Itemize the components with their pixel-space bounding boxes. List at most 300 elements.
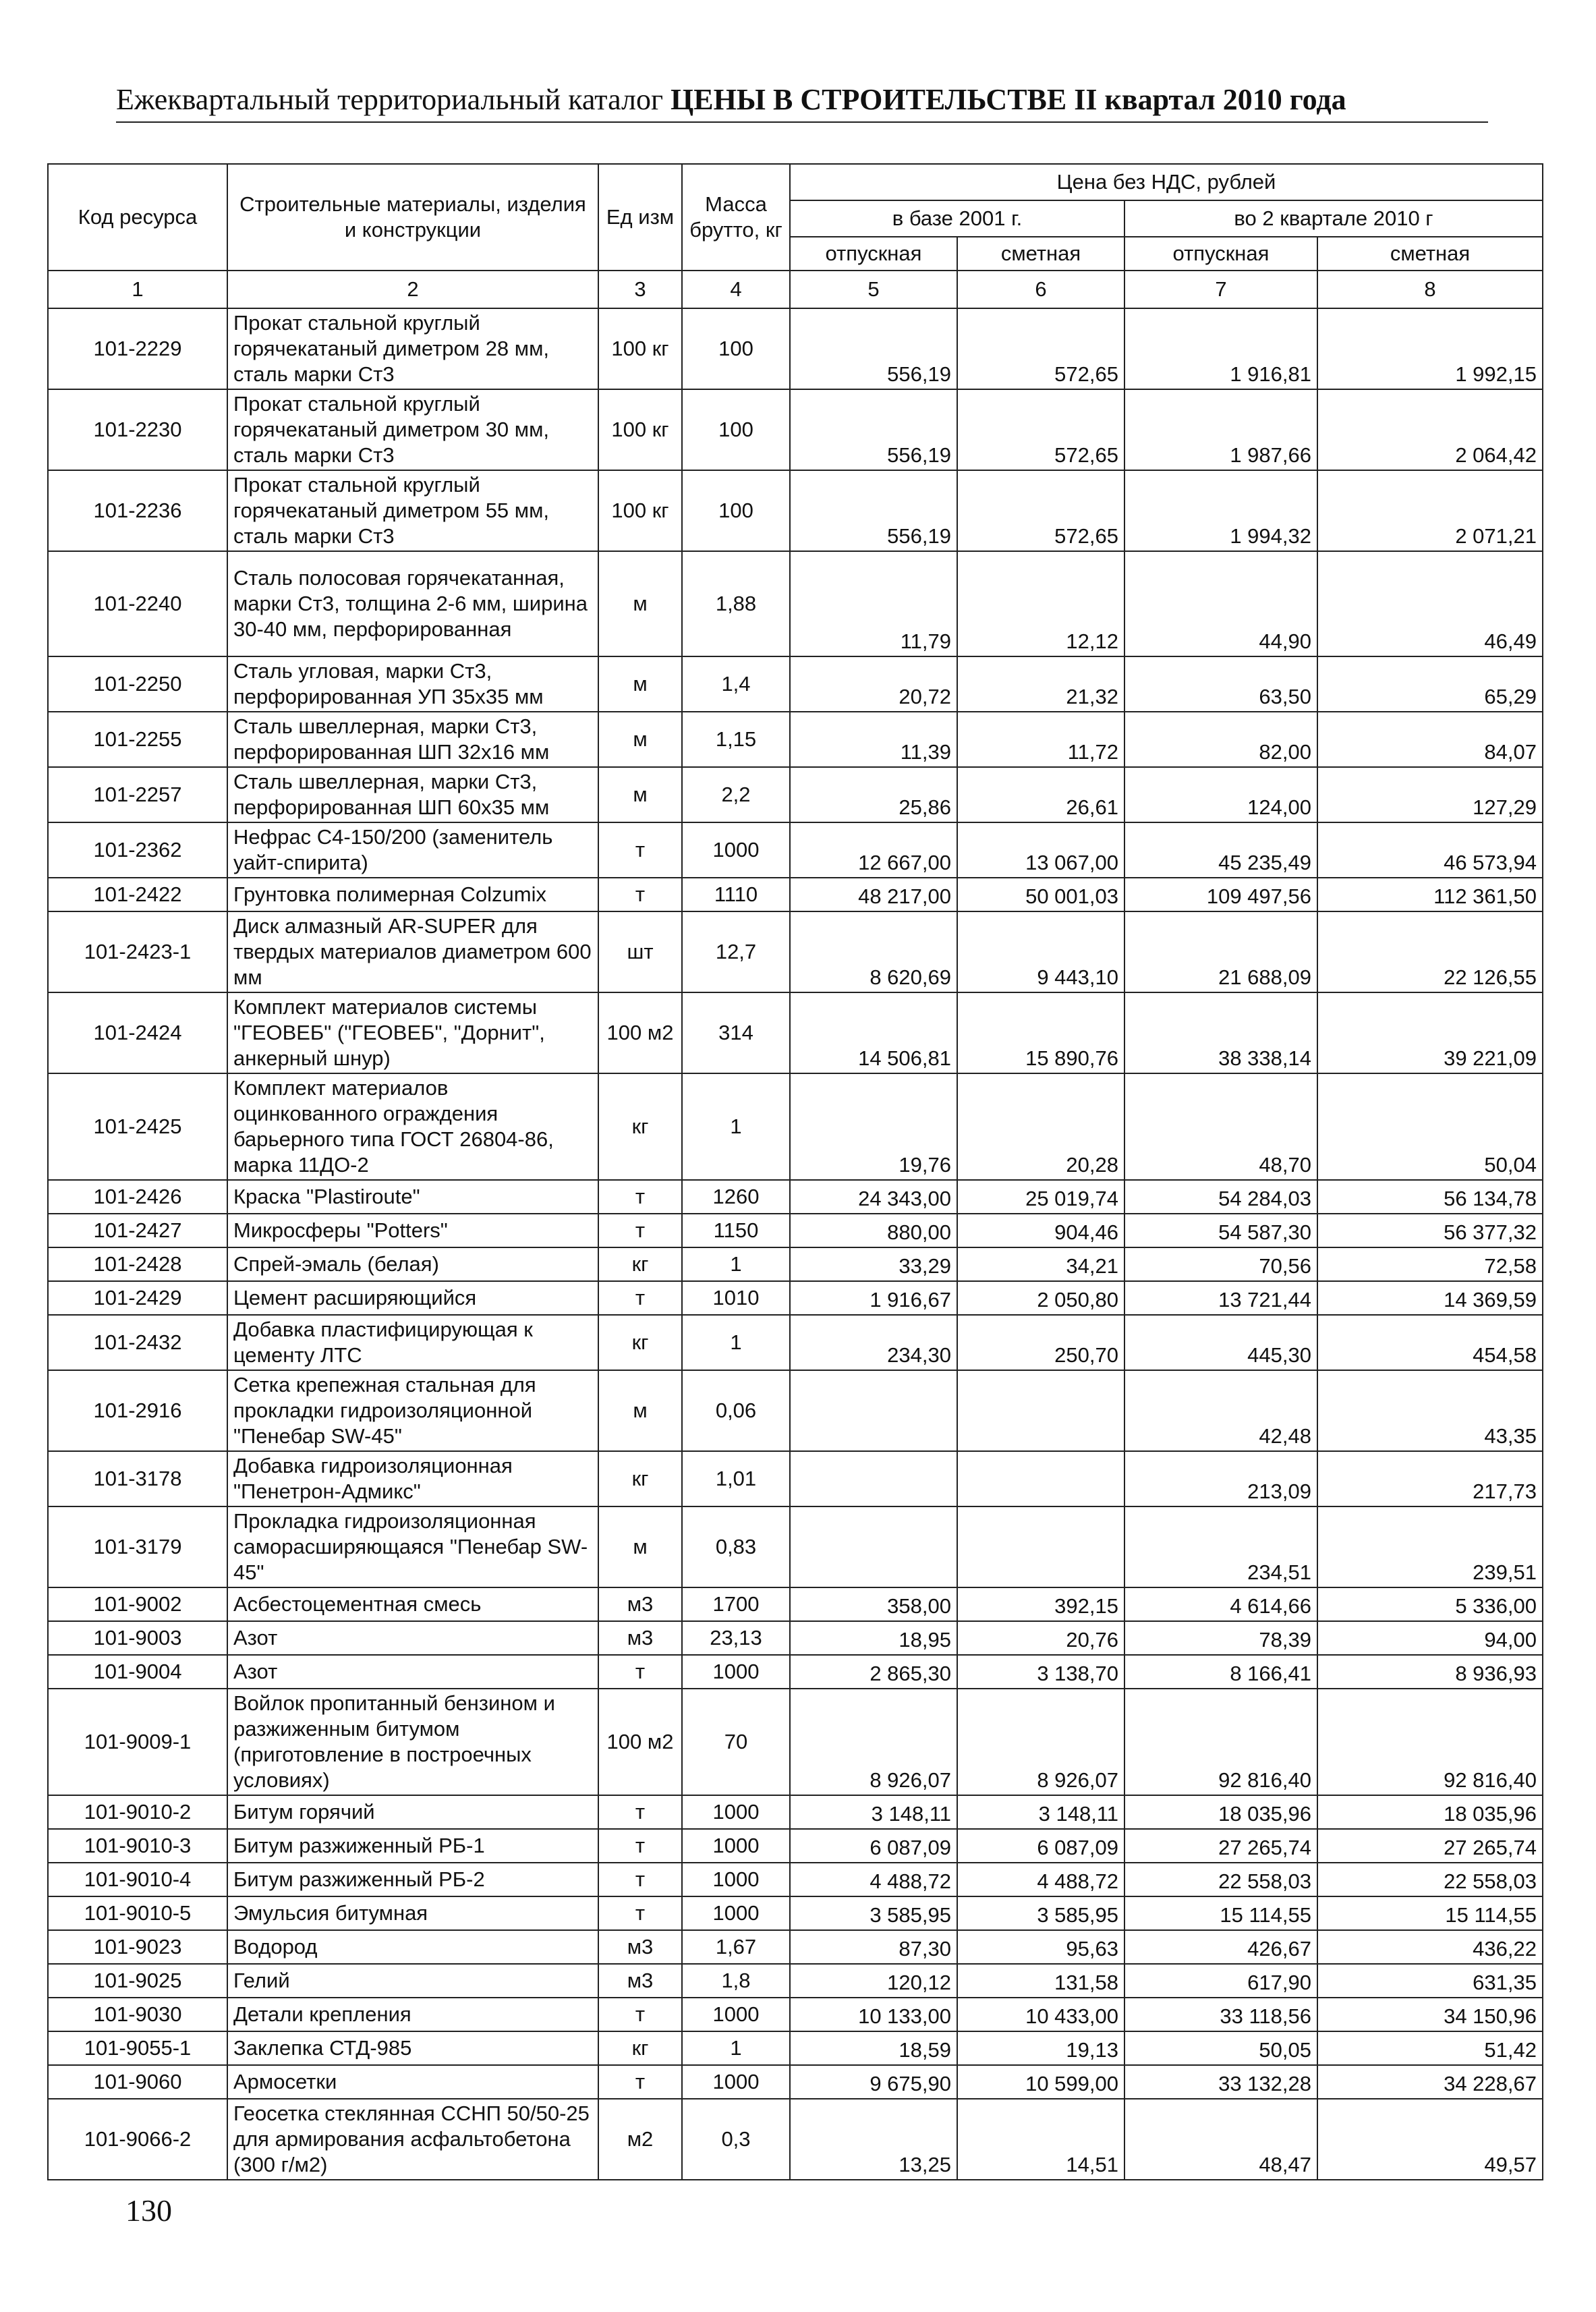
row-name: Цемент расширяющийся [227, 1281, 598, 1315]
price-release-2001: 4 488,72 [790, 1863, 957, 1896]
price-release-2010: 82,00 [1124, 712, 1317, 767]
price-release-2001: 48 217,00 [790, 878, 957, 911]
price-estimate-2010: 92 816,40 [1317, 1689, 1543, 1795]
row-unit: м2 [598, 2099, 682, 2180]
price-release-2001: 14 506,81 [790, 992, 957, 1073]
row-code: 101-9055-1 [48, 2031, 227, 2065]
price-estimate-2010: 56 134,78 [1317, 1180, 1543, 1214]
price-estimate-2010: 34 228,67 [1317, 2065, 1543, 2099]
column-number: 4 [682, 271, 790, 308]
row-unit: т [598, 878, 682, 911]
table-row [48, 822, 1543, 878]
row-mass: 1110 [682, 878, 790, 911]
price-estimate-2010: 84,07 [1317, 712, 1543, 767]
price-estimate-2001: 10 599,00 [957, 2065, 1124, 2099]
row-unit: м3 [598, 1930, 682, 1964]
price-estimate-2010: 72,58 [1317, 1247, 1543, 1281]
row-code: 101-9023 [48, 1930, 227, 1964]
row-name: Водород [227, 1930, 598, 1964]
row-mass: 100 [682, 470, 790, 551]
price-release-2001 [790, 1506, 957, 1587]
row-unit: т [598, 1829, 682, 1863]
row-code: 101-2250 [48, 656, 227, 712]
price-estimate-2001: 131,58 [957, 1964, 1124, 1998]
table-row [48, 308, 1543, 389]
price-estimate-2001: 25 019,74 [957, 1180, 1124, 1214]
price-release-2001: 358,00 [790, 1587, 957, 1621]
price-release-2010: 42,48 [1124, 1370, 1317, 1451]
header-title: ЦЕНЫ В СТРОИТЕЛЬСТВЕ [671, 83, 1067, 116]
header-release-2010: отпускная [1124, 237, 1317, 271]
row-mass: 1,67 [682, 1930, 790, 1964]
price-estimate-2010: 454,58 [1317, 1315, 1543, 1370]
price-estimate-2010: 65,29 [1317, 656, 1543, 712]
row-code: 101-2425 [48, 1073, 227, 1180]
price-release-2010: 234,51 [1124, 1506, 1317, 1587]
row-code: 101-9010-2 [48, 1795, 227, 1829]
price-release-2010: 124,00 [1124, 767, 1317, 822]
row-code: 101-2426 [48, 1180, 227, 1214]
table-row [48, 470, 1543, 551]
row-code: 101-9010-5 [48, 1896, 227, 1930]
row-code: 101-3179 [48, 1506, 227, 1587]
price-estimate-2001: 50 001,03 [957, 878, 1124, 911]
row-unit: т [598, 1795, 682, 1829]
row-name: Прокат стальной круглый горячекатаный диметром 55 мм, сталь марки Ст3 [227, 470, 598, 551]
header-estimate-2010: сметная [1317, 237, 1543, 271]
row-unit: кг [598, 1247, 682, 1281]
price-estimate-2001: 10 433,00 [957, 1998, 1124, 2031]
row-mass: 1,88 [682, 551, 790, 656]
price-release-2001: 556,19 [790, 308, 957, 389]
price-estimate-2001: 4 488,72 [957, 1863, 1124, 1896]
row-mass: 1 [682, 1247, 790, 1281]
price-estimate-2001 [957, 1506, 1124, 1587]
price-estimate-2001: 13 067,00 [957, 822, 1124, 878]
price-estimate-2010: 94,00 [1317, 1621, 1543, 1655]
price-estimate-2001: 9 443,10 [957, 911, 1124, 992]
row-unit: 100 м2 [598, 1689, 682, 1795]
row-name: Грунтовка полимерная Colzumix [227, 878, 598, 911]
price-estimate-2001: 21,32 [957, 656, 1124, 712]
header-base-2001: в базе 2001 г. [790, 200, 1124, 237]
price-estimate-2010: 239,51 [1317, 1506, 1543, 1587]
row-unit: кг [598, 1315, 682, 1370]
header-code: Код ресурса [48, 164, 227, 271]
price-estimate-2001: 572,65 [957, 470, 1124, 551]
price-estimate-2010: 436,22 [1317, 1930, 1543, 1964]
header-period: II квартал 2010 года [1074, 83, 1346, 116]
column-number: 3 [598, 271, 682, 308]
row-code: 101-2422 [48, 878, 227, 911]
price-estimate-2001: 20,76 [957, 1621, 1124, 1655]
row-name: Диск алмазный AR-SUPER для твердых материалов диаметром 600 мм [227, 911, 598, 992]
price-estimate-2010: 51,42 [1317, 2031, 1543, 2065]
row-mass: 1000 [682, 2065, 790, 2099]
price-release-2010: 18 035,96 [1124, 1795, 1317, 1829]
price-release-2001: 2 865,30 [790, 1655, 957, 1689]
row-unit: м [598, 1506, 682, 1587]
price-estimate-2010: 50,04 [1317, 1073, 1543, 1180]
table-row [48, 1506, 1543, 1587]
price-estimate-2001: 572,65 [957, 308, 1124, 389]
row-name: Комплект материалов системы "ГЕОВЕБ" ("ГЕОВЕБ", "Дорнит", анкерный шнур) [227, 992, 598, 1073]
price-release-2001: 8 926,07 [790, 1689, 957, 1795]
row-unit: т [598, 1655, 682, 1689]
price-release-2010: 22 558,03 [1124, 1863, 1317, 1896]
header-mass: Масса брутто, кг [682, 164, 790, 271]
price-estimate-2010: 56 377,32 [1317, 1214, 1543, 1247]
row-unit: 100 кг [598, 308, 682, 389]
column-number: 6 [957, 271, 1124, 308]
row-mass: 1,8 [682, 1964, 790, 1998]
price-release-2001 [790, 1451, 957, 1506]
price-release-2010: 54 587,30 [1124, 1214, 1317, 1247]
price-estimate-2010: 46 573,94 [1317, 822, 1543, 878]
price-release-2010: 445,30 [1124, 1315, 1317, 1370]
row-code: 101-9004 [48, 1655, 227, 1689]
price-release-2010: 54 284,03 [1124, 1180, 1317, 1214]
price-estimate-2001: 95,63 [957, 1930, 1124, 1964]
price-estimate-2010: 2 064,42 [1317, 389, 1543, 470]
price-release-2001: 1 916,67 [790, 1281, 957, 1315]
table-row [48, 1281, 1543, 1315]
price-release-2010: 48,47 [1124, 2099, 1317, 2180]
price-estimate-2010: 39 221,09 [1317, 992, 1543, 1073]
price-release-2001: 18,59 [790, 2031, 957, 2065]
row-mass: 1010 [682, 1281, 790, 1315]
price-release-2010: 33 118,56 [1124, 1998, 1317, 2031]
price-estimate-2010: 43,35 [1317, 1370, 1543, 1451]
price-release-2010: 617,90 [1124, 1964, 1317, 1998]
price-estimate-2001: 15 890,76 [957, 992, 1124, 1073]
price-estimate-2010: 127,29 [1317, 767, 1543, 822]
row-code: 101-9025 [48, 1964, 227, 1998]
price-estimate-2001: 904,46 [957, 1214, 1124, 1247]
row-mass: 1700 [682, 1587, 790, 1621]
row-name: Сталь швеллерная, марки Ст3, перфорированная ШП 60х35 мм [227, 767, 598, 822]
row-unit: кг [598, 2031, 682, 2065]
price-estimate-2001 [957, 1370, 1124, 1451]
row-name: Войлок пропитанный бензином и разжиженным битумом (приготовление в построечных условиях) [227, 1689, 598, 1795]
price-estimate-2001: 8 926,07 [957, 1689, 1124, 1795]
row-name: Прокладка гидроизоляционная саморасширяющаяся "Пенебар SW-45" [227, 1506, 598, 1587]
price-release-2010: 426,67 [1124, 1930, 1317, 1964]
header-q2-2010: во 2 квартале 2010 г [1124, 200, 1543, 237]
table-row [48, 1689, 1543, 1795]
row-code: 101-2916 [48, 1370, 227, 1451]
table-row [48, 878, 1543, 911]
row-unit: м [598, 767, 682, 822]
price-release-2010: 213,09 [1124, 1451, 1317, 1506]
row-name: Сетка крепежная стальная для прокладки гидроизоляционной "Пенебар SW-45" [227, 1370, 598, 1451]
price-estimate-2001: 3 585,95 [957, 1896, 1124, 1930]
row-unit: т [598, 1214, 682, 1247]
price-release-2001: 556,19 [790, 470, 957, 551]
row-mass: 100 [682, 308, 790, 389]
table-row [48, 551, 1543, 656]
table-row [48, 1315, 1543, 1370]
row-mass: 1000 [682, 1829, 790, 1863]
price-estimate-2010: 1 992,15 [1317, 308, 1543, 389]
price-estimate-2010: 2 071,21 [1317, 470, 1543, 551]
table-row [48, 1930, 1543, 1964]
row-code: 101-2236 [48, 470, 227, 551]
row-mass: 0,83 [682, 1506, 790, 1587]
row-mass: 1 [682, 1073, 790, 1180]
price-estimate-2001: 2 050,80 [957, 1281, 1124, 1315]
price-estimate-2010: 18 035,96 [1317, 1795, 1543, 1829]
table-row [48, 1214, 1543, 1247]
row-code: 101-2427 [48, 1214, 227, 1247]
table-row [48, 1829, 1543, 1863]
price-release-2010: 27 265,74 [1124, 1829, 1317, 1863]
table-row [48, 1621, 1543, 1655]
price-release-2010: 78,39 [1124, 1621, 1317, 1655]
row-name: Азот [227, 1655, 598, 1689]
table-row [48, 911, 1543, 992]
price-estimate-2010: 46,49 [1317, 551, 1543, 656]
price-release-2001: 3 148,11 [790, 1795, 957, 1829]
row-mass: 1000 [682, 822, 790, 878]
row-name: Заклепка СТД-985 [227, 2031, 598, 2065]
row-unit: т [598, 1281, 682, 1315]
row-unit: м [598, 1370, 682, 1451]
price-estimate-2010: 8 936,93 [1317, 1655, 1543, 1689]
row-name: Сталь швеллерная, марки Ст3, перфорированная ШП 32х16 мм [227, 712, 598, 767]
row-mass: 1 [682, 1315, 790, 1370]
row-name: Битум разжиженный РБ-1 [227, 1829, 598, 1863]
row-unit: т [598, 822, 682, 878]
price-release-2001: 556,19 [790, 389, 957, 470]
price-release-2010: 50,05 [1124, 2031, 1317, 2065]
row-unit: м3 [598, 1587, 682, 1621]
row-unit: шт [598, 911, 682, 992]
price-estimate-2001: 12,12 [957, 551, 1124, 656]
price-release-2001: 13,25 [790, 2099, 957, 2180]
row-code: 101-2432 [48, 1315, 227, 1370]
header-name: Строительные материалы, изделия и конструкции [227, 164, 598, 271]
price-release-2001: 87,30 [790, 1930, 957, 1964]
price-release-2001: 19,76 [790, 1073, 957, 1180]
price-estimate-2001: 250,70 [957, 1315, 1124, 1370]
row-code: 101-9030 [48, 1998, 227, 2031]
row-code: 101-2424 [48, 992, 227, 1073]
table-row [48, 656, 1543, 712]
table-row [48, 2099, 1543, 2180]
price-release-2001: 12 667,00 [790, 822, 957, 878]
price-release-2001: 6 087,09 [790, 1829, 957, 1863]
price-release-2010: 21 688,09 [1124, 911, 1317, 992]
row-unit: м3 [598, 1621, 682, 1655]
row-mass: 1260 [682, 1180, 790, 1214]
row-code: 101-2428 [48, 1247, 227, 1281]
row-name: Битум горячий [227, 1795, 598, 1829]
column-number: 1 [48, 271, 227, 308]
row-unit: кг [598, 1073, 682, 1180]
row-unit: м [598, 656, 682, 712]
table-row [48, 1896, 1543, 1930]
price-release-2001: 20,72 [790, 656, 957, 712]
price-release-2010: 44,90 [1124, 551, 1317, 656]
row-code: 101-3178 [48, 1451, 227, 1506]
header-release-2001: отпускная [790, 237, 957, 271]
price-release-2010: 109 497,56 [1124, 878, 1317, 911]
price-release-2010: 13 721,44 [1124, 1281, 1317, 1315]
price-estimate-2001: 572,65 [957, 389, 1124, 470]
row-name: Спрей-эмаль (белая) [227, 1247, 598, 1281]
price-release-2010: 38 338,14 [1124, 992, 1317, 1073]
row-mass: 0,06 [682, 1370, 790, 1451]
price-release-2001: 880,00 [790, 1214, 957, 1247]
price-estimate-2010: 631,35 [1317, 1964, 1543, 1998]
row-mass: 1000 [682, 1795, 790, 1829]
row-name: Прокат стальной круглый горячекатаный диметром 30 мм, сталь марки Ст3 [227, 389, 598, 470]
price-estimate-2001: 26,61 [957, 767, 1124, 822]
price-estimate-2001: 392,15 [957, 1587, 1124, 1621]
price-table [47, 163, 1543, 2180]
price-release-2001: 11,39 [790, 712, 957, 767]
price-estimate-2010: 34 150,96 [1317, 1998, 1543, 2031]
row-name: Гелий [227, 1964, 598, 1998]
price-estimate-2001: 34,21 [957, 1247, 1124, 1281]
row-unit: т [598, 1863, 682, 1896]
price-release-2010: 48,70 [1124, 1073, 1317, 1180]
row-code: 101-2229 [48, 308, 227, 389]
table-row [48, 1180, 1543, 1214]
column-number: 8 [1317, 271, 1543, 308]
row-code: 101-2230 [48, 389, 227, 470]
price-estimate-2010: 112 361,50 [1317, 878, 1543, 911]
row-code: 101-2257 [48, 767, 227, 822]
price-estimate-2010: 14 369,59 [1317, 1281, 1543, 1315]
row-name: Комплект материалов оцинкованного ограждения барьерного типа ГОСТ 26804-86, марка 11ДО-2 [227, 1073, 598, 1180]
price-release-2001: 11,79 [790, 551, 957, 656]
table-row [48, 2065, 1543, 2099]
row-code: 101-2429 [48, 1281, 227, 1315]
table-row [48, 767, 1543, 822]
row-mass: 1,15 [682, 712, 790, 767]
column-number: 2 [227, 271, 598, 308]
table-row [48, 1247, 1543, 1281]
row-mass: 2,2 [682, 767, 790, 822]
table-row [48, 1964, 1543, 1998]
catalog-header [116, 80, 1488, 123]
price-release-2001 [790, 1370, 957, 1451]
price-estimate-2001: 3 138,70 [957, 1655, 1124, 1689]
price-release-2001: 234,30 [790, 1315, 957, 1370]
price-estimate-2001: 11,72 [957, 712, 1124, 767]
table-row [48, 1863, 1543, 1896]
row-name: Добавка пластифицирующая к цементу ЛТС [227, 1315, 598, 1370]
row-name: Битум разжиженный РБ-2 [227, 1863, 598, 1896]
price-estimate-2001: 14,51 [957, 2099, 1124, 2180]
price-release-2010: 8 166,41 [1124, 1655, 1317, 1689]
row-unit: 100 кг [598, 389, 682, 470]
header-unit: Ед изм [598, 164, 682, 271]
row-name: Асбестоцементная смесь [227, 1587, 598, 1621]
row-code: 101-9010-4 [48, 1863, 227, 1896]
price-estimate-2010: 15 114,55 [1317, 1896, 1543, 1930]
row-name: Краска "Plastiroute" [227, 1180, 598, 1214]
column-number: 5 [790, 271, 957, 308]
row-code: 101-9060 [48, 2065, 227, 2099]
row-mass: 1,01 [682, 1451, 790, 1506]
price-estimate-2001 [957, 1451, 1124, 1506]
row-mass: 1,4 [682, 656, 790, 712]
row-mass: 70 [682, 1689, 790, 1795]
table-row [48, 389, 1543, 470]
row-code: 101-9066-2 [48, 2099, 227, 2180]
price-release-2010: 1 916,81 [1124, 308, 1317, 389]
row-unit: 100 кг [598, 470, 682, 551]
row-unit: 100 м2 [598, 992, 682, 1073]
row-mass: 1 [682, 2031, 790, 2065]
header-estimate-2001: сметная [957, 237, 1124, 271]
table-row [48, 1073, 1543, 1180]
row-name: Детали крепления [227, 1998, 598, 2031]
price-release-2001: 120,12 [790, 1964, 957, 1998]
price-release-2010: 92 816,40 [1124, 1689, 1317, 1795]
row-mass: 314 [682, 992, 790, 1073]
price-release-2010: 15 114,55 [1124, 1896, 1317, 1930]
row-mass: 0,3 [682, 2099, 790, 2180]
column-number-row [48, 271, 1543, 308]
price-release-2001: 18,95 [790, 1621, 957, 1655]
price-estimate-2010: 49,57 [1317, 2099, 1543, 2180]
row-mass: 12,7 [682, 911, 790, 992]
table-row [48, 2031, 1543, 2065]
price-estimate-2001: 6 087,09 [957, 1829, 1124, 1863]
row-mass: 100 [682, 389, 790, 470]
row-unit: т [598, 1180, 682, 1214]
price-release-2010: 45 235,49 [1124, 822, 1317, 878]
price-estimate-2010: 217,73 [1317, 1451, 1543, 1506]
header-price: Цена без НДС, рублей [790, 164, 1543, 200]
price-estimate-2001: 19,13 [957, 2031, 1124, 2065]
price-release-2001: 25,86 [790, 767, 957, 822]
row-name: Азот [227, 1621, 598, 1655]
row-name: Добавка гидроизоляционная "Пенетрон-Адмикс" [227, 1451, 598, 1506]
row-code: 101-9009-1 [48, 1689, 227, 1795]
price-release-2001: 3 585,95 [790, 1896, 957, 1930]
price-estimate-2010: 5 336,00 [1317, 1587, 1543, 1621]
row-mass: 1000 [682, 1896, 790, 1930]
table-row [48, 1998, 1543, 2031]
row-mass: 1000 [682, 1998, 790, 2031]
table-row [48, 1370, 1543, 1451]
row-name: Геосетка стеклянная ССНП 50/50-25 для армирования асфальтобетона (300 г/м2) [227, 2099, 598, 2180]
row-code: 101-2255 [48, 712, 227, 767]
row-unit: м [598, 712, 682, 767]
table-body [48, 308, 1543, 2180]
row-name: Сталь угловая, марки Ст3, перфорированная УП 35х35 мм [227, 656, 598, 712]
price-estimate-2010: 27 265,74 [1317, 1829, 1543, 1863]
row-name: Эмульсия битумная [227, 1896, 598, 1930]
row-code: 101-9010-3 [48, 1829, 227, 1863]
table-row [48, 1795, 1543, 1829]
table-row [48, 712, 1543, 767]
price-estimate-2010: 22 126,55 [1317, 911, 1543, 992]
row-unit: т [598, 2065, 682, 2099]
row-mass: 1000 [682, 1655, 790, 1689]
price-release-2001: 9 675,90 [790, 2065, 957, 2099]
row-unit: т [598, 1998, 682, 2031]
header-prefix: Ежеквартальный территориальный каталог [116, 83, 663, 116]
column-number: 7 [1124, 271, 1317, 308]
price-release-2010: 33 132,28 [1124, 2065, 1317, 2099]
price-release-2010: 1 994,32 [1124, 470, 1317, 551]
